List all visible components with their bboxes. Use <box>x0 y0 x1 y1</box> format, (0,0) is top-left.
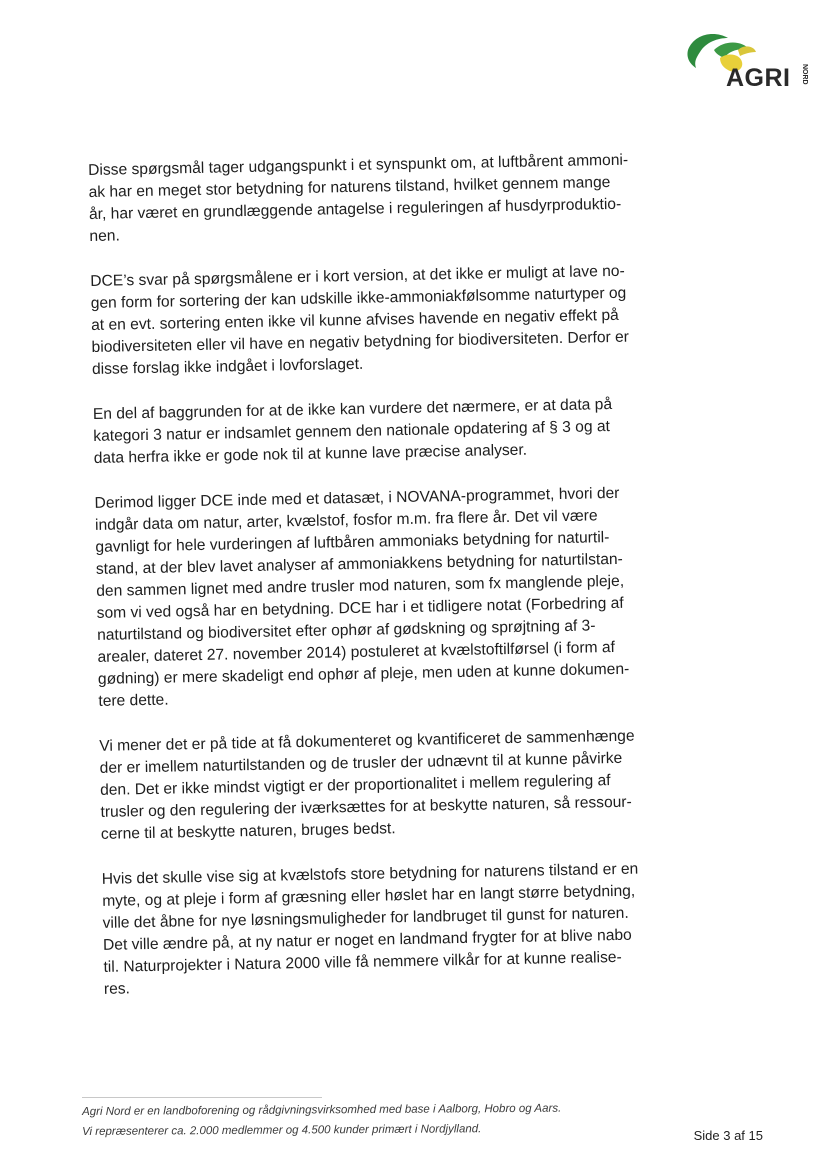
paragraph-4: Derimod ligger DCE inde med et datasæt, i NOVANA-programmet, hvori der indgår data om natur, arter, kvælstof, fosfor m.m. fra flere år. Det vil være gavnligt for hele vurderingen af luftbåren ammoniaks betydning for naturtil- stand, at der blev lavet analyser af ammoniakkens betydning for naturtilstan- den sammen lignet med andre trusler mod naturen, som fx manglende pleje, som vi ved også har en betydning. DCE har i et tidligere notat (Forbedring af naturtilstand og biodiversitet efter ophør af gødskning og sprøjtning af 3- arealer, dateret 27. november 2014) postuleret at kvælstoftilførsel (i form af gødning) er mere skadeligt end ophør af pleje, men uden at kunne dokumen- tere dette. <box>94 484 630 710</box>
logo-subtext: NORD <box>801 64 808 85</box>
footer-line-1: Agri Nord er en landboforening og rådgivningsvirksomhed med base i Aalborg, Hobro og Aars. <box>82 1102 562 1118</box>
footer-line-2: Vi repræsenterer ca. 2.000 medlemmer og 4.500 kunder primært i Nordjylland. <box>82 1123 482 1138</box>
paragraph-6: Hvis det skulle vise sig at kvælstofs store betydning for naturens tilstand er en myte, og at pleje i form af græsning eller høslet har en langt større betydning, ville det åbne for nye løsningsmuligheder for landbruget til gunst for naturen. Det ville ændre på, at ny natur er noget en landmand frygter for at blive nabo til. Naturprojekter i Natura 2000 ville få nemmere vilkår for at kunne realise- res. <box>101 860 639 998</box>
agri-nord-logo <box>684 28 814 100</box>
paragraph-2: DCE’s svar på spørgsmålene er i kort version, at det ikke er muligt at lave no- gen form for sortering der kan udskille ikke-ammoniakfølsomme naturtyper og at en evt. sortering enten ikke vil kunne afvises havende en negativ effekt på biodiversiteten eller vil have en negativ betydning for biodiversiteten. Derfor er disse forslag ikke indgået i lovforslaget. <box>90 262 630 378</box>
paragraph-3: En del af baggrunden for at de ikke kan vurdere det nærmere, er at data på kategori 3 natur er indsamlet gennem den nationale opdatering af § 3 og at data herfra ikke er gode nok til at kunne lave præcise analyser. <box>92 395 613 467</box>
paragraph-5: Vi mener det er på tide at få dokumenteret og kvantificeret de sammenhænge der er imellem naturtilstanden og de trusler der udnævnt til at kunne påvirke den. Det er ikke mindst vigtigt er der proportionalitet i mellem regulering af trusler og den regulering der iværksættes for at beskytte naturen, så ressour- cerne til at beskytte naturen, bruges bedst. <box>99 727 635 843</box>
footer-divider <box>82 1097 322 1098</box>
page-number: Side 3 af 15 <box>693 1128 763 1143</box>
letter-body <box>88 147 766 1024</box>
logo-wordmark: AGRI <box>726 64 791 92</box>
paragraph-1: Disse spørgsmål tager udgangspunkt i et synspunkt om, at luftbårent ammoni- ak har en meget stor betydning for naturens tilstand, hvilket gennem mange år, har været en grundlæggende antagelse i reguleringen af husdyrproduktio- nen. <box>88 151 629 245</box>
